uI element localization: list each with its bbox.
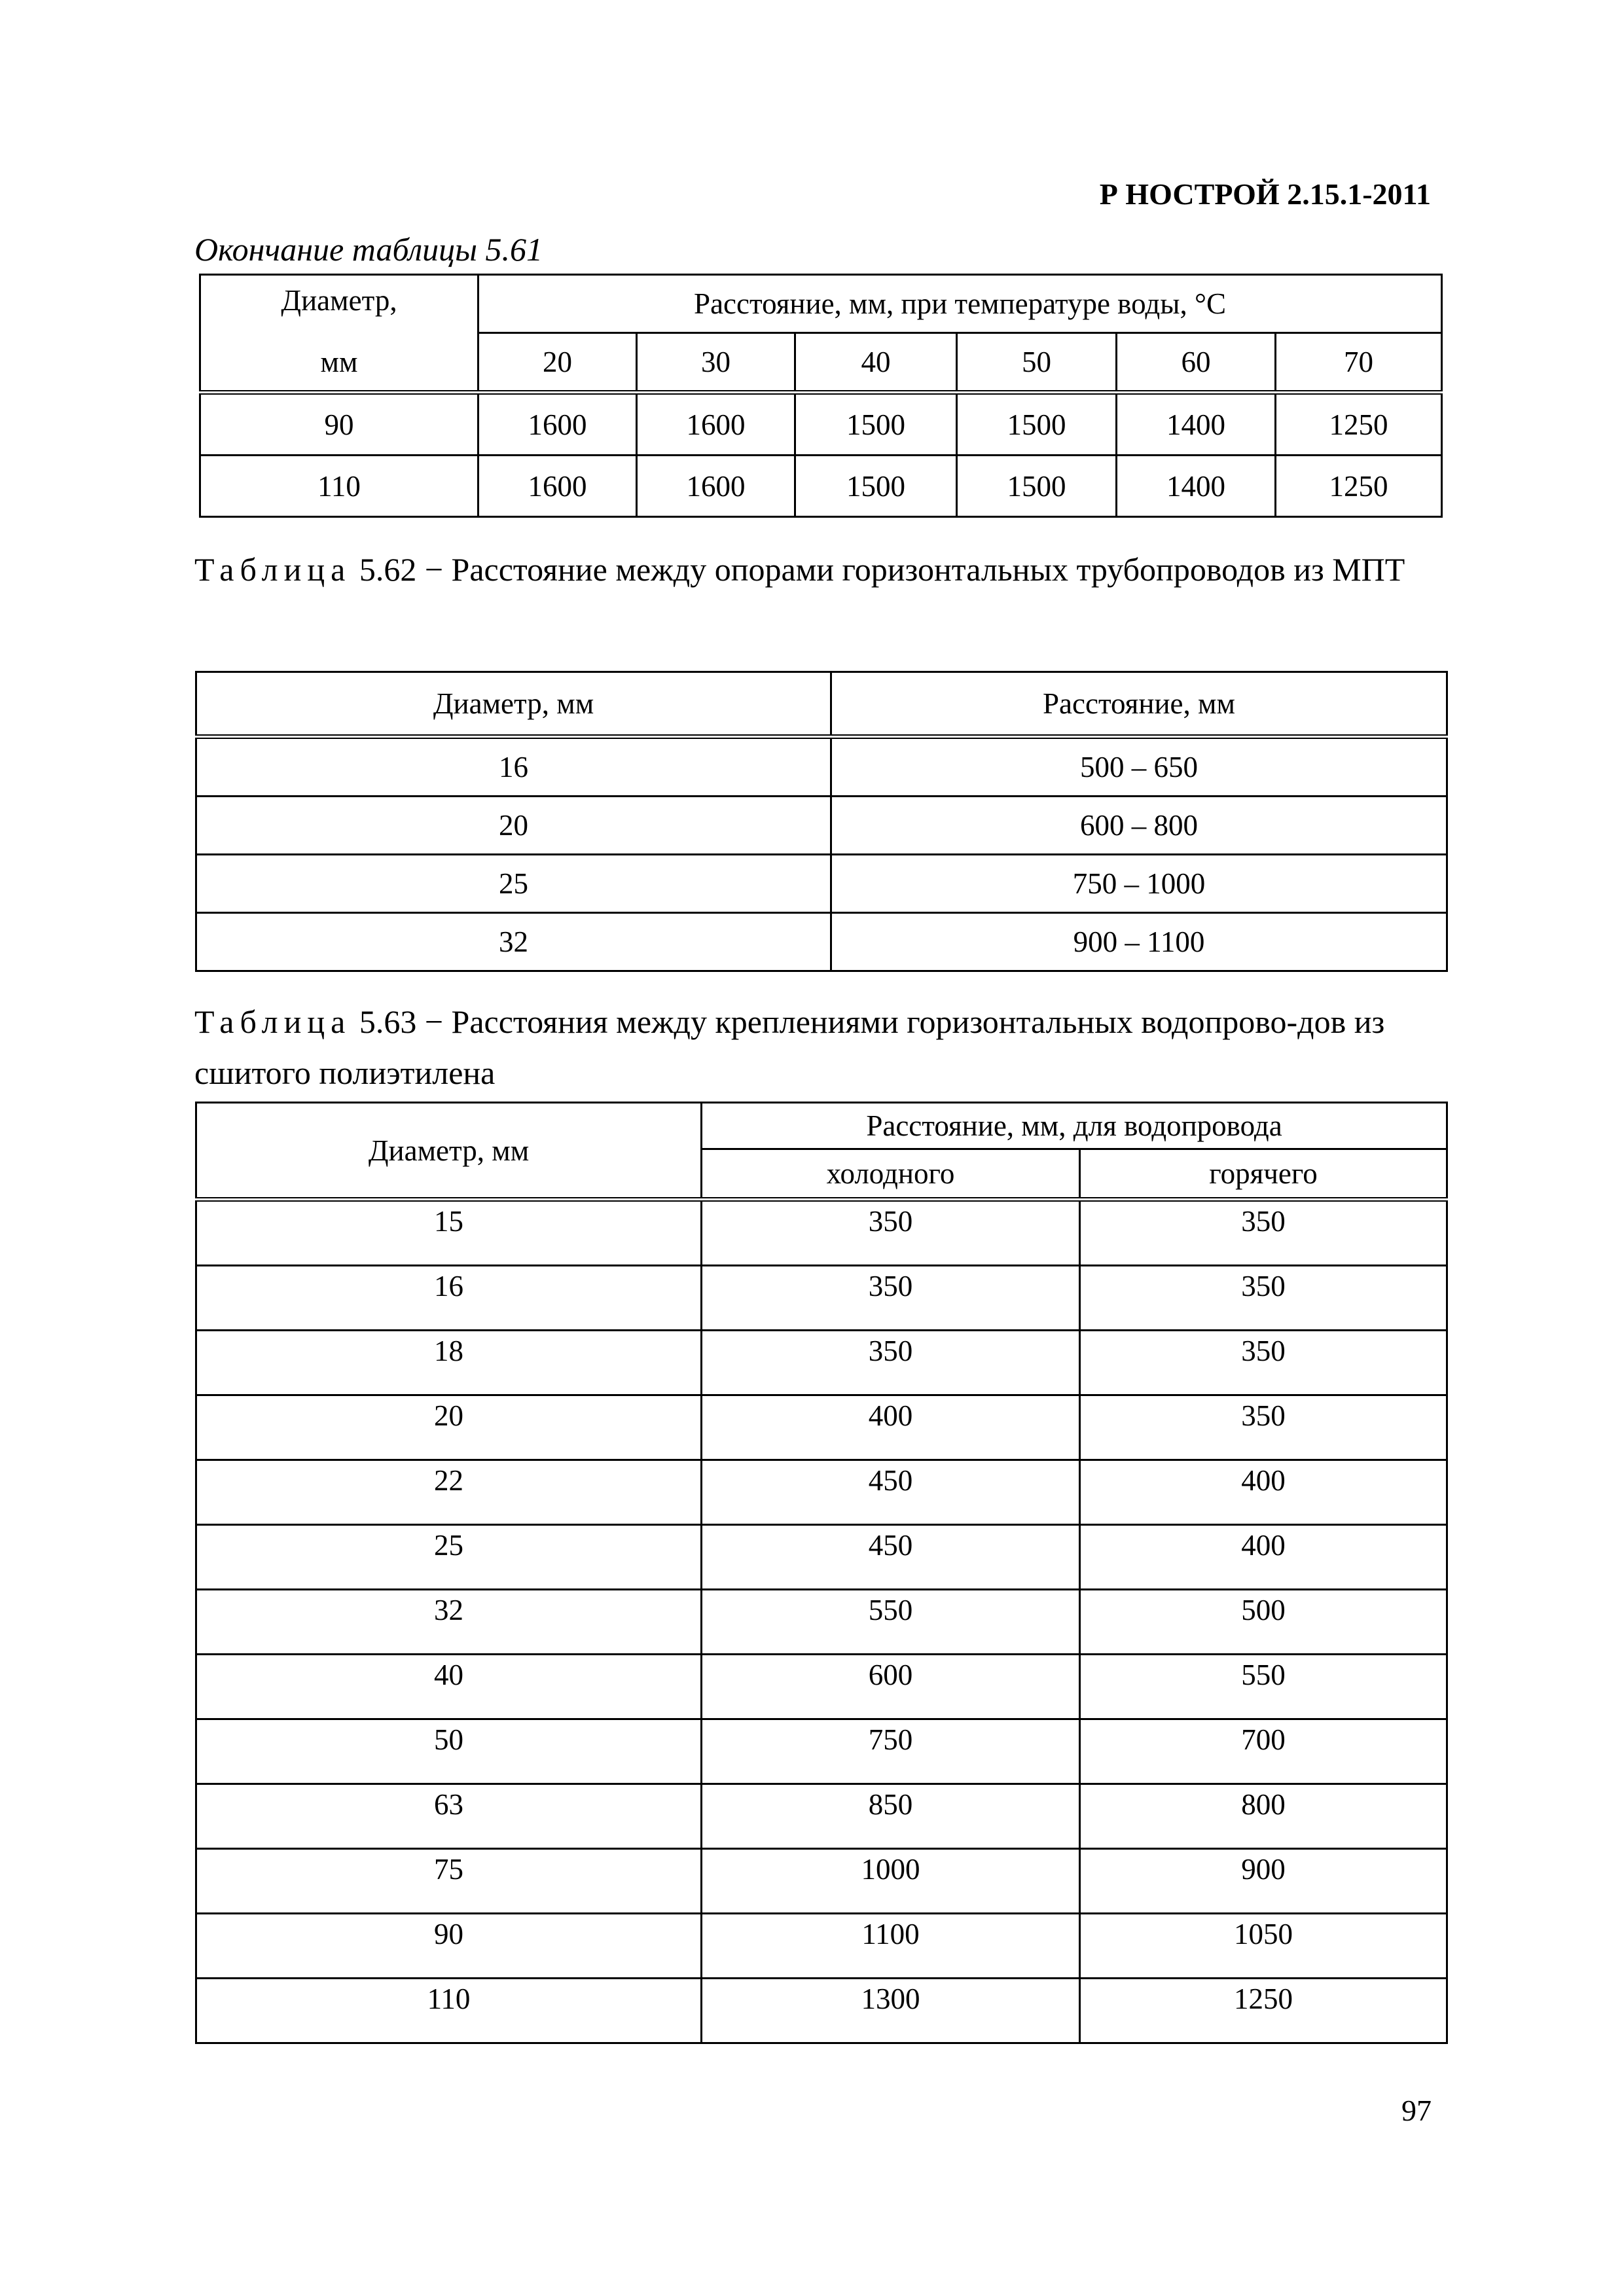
table-cell: 110 bbox=[196, 1979, 702, 2043]
table-561-diameter-header bbox=[200, 275, 478, 393]
table-cell: 110 bbox=[200, 456, 478, 517]
temp-col-header: 70 bbox=[1276, 333, 1442, 393]
table-561-temperature-header: Расстояние, мм, при температуре воды, °С bbox=[478, 275, 1442, 333]
table-563-caption bbox=[194, 996, 1438, 1098]
table-cell: 350 bbox=[702, 1266, 1080, 1331]
table-cell: 75 bbox=[196, 1849, 702, 1914]
table-row bbox=[196, 1655, 1447, 1719]
caption-text: 5.62 − Расстояние между опорами горизонтальных трубопроводов из МПТ bbox=[351, 551, 1405, 588]
table-cell: 1400 bbox=[1117, 456, 1276, 517]
table-cell: 1050 bbox=[1080, 1914, 1447, 1979]
table-cell: 15 bbox=[196, 1200, 702, 1266]
table-cell: 1600 bbox=[478, 393, 637, 456]
table-cell: 350 bbox=[702, 1200, 1080, 1266]
table-row bbox=[196, 1200, 1447, 1266]
table-cell: 500 bbox=[1080, 1590, 1447, 1655]
table-cell: 550 bbox=[1080, 1655, 1447, 1719]
table-cell: 1250 bbox=[1276, 393, 1442, 456]
table-row bbox=[196, 1914, 1447, 1979]
table-562-caption bbox=[194, 543, 1438, 596]
table-header-cell: Диаметр, мм bbox=[196, 672, 831, 737]
table-cell: 1500 bbox=[795, 456, 957, 517]
table-row bbox=[196, 797, 1447, 855]
table-cell: 1300 bbox=[702, 1979, 1080, 2043]
table-cell: 350 bbox=[702, 1331, 1080, 1395]
table-cell: 16 bbox=[196, 1266, 702, 1331]
table-cell: 25 bbox=[196, 855, 831, 913]
table-cell: 500 – 650 bbox=[831, 737, 1447, 797]
table-cell: 90 bbox=[200, 393, 478, 456]
table-cell: 1400 bbox=[1117, 393, 1276, 456]
table-cell: 750 – 1000 bbox=[831, 855, 1447, 913]
table-cell: 32 bbox=[196, 1590, 702, 1655]
temp-col-header: 40 bbox=[795, 333, 957, 393]
table-cell: 22 bbox=[196, 1460, 702, 1525]
caption-text: 5.63 − Расстояния между креплениями горизонтальных водопрово-дов из сшитого полиэтилена bbox=[194, 1003, 1385, 1091]
table-cell: 1100 bbox=[702, 1914, 1080, 1979]
table-cell: 550 bbox=[702, 1590, 1080, 1655]
table-cell: 750 bbox=[702, 1719, 1080, 1784]
table-row bbox=[196, 913, 1447, 971]
page-number: 97 bbox=[1401, 2094, 1432, 2127]
table-cell: 63 bbox=[196, 1784, 702, 1849]
table-row bbox=[196, 1979, 1447, 2043]
table-cell: 32 bbox=[196, 913, 831, 971]
table-cell: 16 bbox=[196, 737, 831, 797]
table-cell: 350 bbox=[1080, 1200, 1447, 1266]
table-cell: 700 bbox=[1080, 1719, 1447, 1784]
table-cell: 450 bbox=[702, 1460, 1080, 1525]
table-cell: 1250 bbox=[1080, 1979, 1447, 2043]
table-row bbox=[196, 1590, 1447, 1655]
table-row bbox=[196, 855, 1447, 913]
caption-lead: Таблица bbox=[194, 551, 352, 588]
temp-col-header: 30 bbox=[637, 333, 795, 393]
table-row bbox=[196, 1266, 1447, 1331]
table-563-subheader-hot: горячего bbox=[1080, 1149, 1447, 1200]
table-cell: 800 bbox=[1080, 1784, 1447, 1849]
table-cell: 90 bbox=[196, 1914, 702, 1979]
table-row bbox=[200, 456, 1442, 517]
table-563-group-header: Расстояние, мм, для водопровода bbox=[702, 1103, 1447, 1149]
table-cell: 600 – 800 bbox=[831, 797, 1447, 855]
table-561 bbox=[199, 274, 1443, 518]
table-cell: 350 bbox=[1080, 1395, 1447, 1460]
table-row bbox=[196, 1784, 1447, 1849]
table-row bbox=[200, 393, 1442, 456]
table-header-cell: Расстояние, мм bbox=[831, 672, 1447, 737]
table-cell: 450 bbox=[702, 1525, 1080, 1590]
table-cell: 400 bbox=[1080, 1460, 1447, 1525]
table-cell: 1500 bbox=[795, 393, 957, 456]
table-row bbox=[196, 1460, 1447, 1525]
temp-col-header: 50 bbox=[957, 333, 1117, 393]
diameter-header-line1: Диаметр, bbox=[281, 283, 397, 317]
table-cell: 20 bbox=[196, 1395, 702, 1460]
document-code: Р НОСТРОЙ 2.15.1-2011 bbox=[1099, 177, 1431, 211]
table-cell: 25 bbox=[196, 1525, 702, 1590]
table-cell: 40 bbox=[196, 1655, 702, 1719]
table-cell: 1600 bbox=[637, 456, 795, 517]
table-cell: 350 bbox=[1080, 1331, 1447, 1395]
temp-col-header: 20 bbox=[478, 333, 637, 393]
table-cell: 1600 bbox=[637, 393, 795, 456]
table-row bbox=[196, 737, 1447, 797]
table-cell: 900 – 1100 bbox=[831, 913, 1447, 971]
table-row bbox=[196, 1719, 1447, 1784]
table-cell: 900 bbox=[1080, 1849, 1447, 1914]
table-563-subheader-cold: холодного bbox=[702, 1149, 1080, 1200]
table-cell: 1250 bbox=[1276, 456, 1442, 517]
table-cell: 50 bbox=[196, 1719, 702, 1784]
table-cell: 400 bbox=[1080, 1525, 1447, 1590]
table-cell: 1000 bbox=[702, 1849, 1080, 1914]
table-row bbox=[196, 1395, 1447, 1460]
caption-lead: Таблица bbox=[194, 1003, 352, 1040]
table-row bbox=[196, 1849, 1447, 1914]
table-cell: 18 bbox=[196, 1331, 702, 1395]
table-cell: 1500 bbox=[957, 456, 1117, 517]
table-563-diameter-header: Диаметр, мм bbox=[196, 1103, 702, 1200]
table-cell: 400 bbox=[702, 1395, 1080, 1460]
table-row bbox=[196, 1525, 1447, 1590]
table-cell: 850 bbox=[702, 1784, 1080, 1849]
table-cell: 600 bbox=[702, 1655, 1080, 1719]
table-562 bbox=[195, 671, 1448, 972]
table-561-continuation-title: Окончание таблицы 5.61 bbox=[194, 231, 543, 268]
table-cell: 350 bbox=[1080, 1266, 1447, 1331]
diameter-header-line2: мм bbox=[320, 345, 358, 378]
table-cell: 20 bbox=[196, 797, 831, 855]
temp-col-header: 60 bbox=[1117, 333, 1276, 393]
table-cell: 1600 bbox=[478, 456, 637, 517]
table-cell: 1500 bbox=[957, 393, 1117, 456]
table-row bbox=[196, 1331, 1447, 1395]
table-563 bbox=[195, 1102, 1448, 2044]
